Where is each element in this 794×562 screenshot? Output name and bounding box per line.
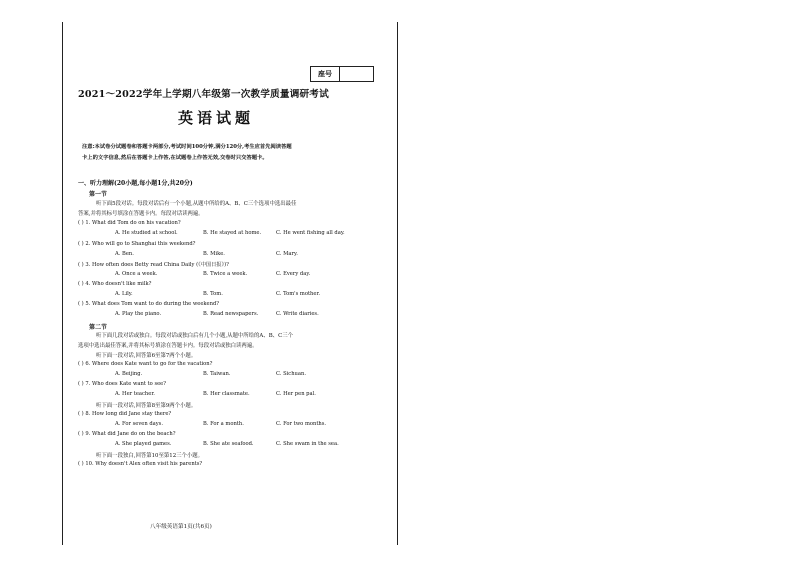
- question-7: ( ) 7. Who does Kate want to see?: [78, 381, 167, 387]
- q2-option-c: C. Mary.: [276, 251, 298, 257]
- question-9: ( ) 9. What did Jane do on the beach?: [78, 431, 176, 437]
- page-footer: 八年级英语第1页(共6页): [150, 524, 212, 530]
- q1-option-b: B. He stayed at home.: [203, 230, 262, 236]
- exam-title: 2021～2022学年上学期八年级第一次教学质量调研考试: [78, 89, 329, 100]
- notice-line-2: 卡上的文字信息,然后在答题卡上作答,在试题卷上作答无效,交卷时只交答题卡。: [82, 155, 268, 161]
- q3-option-a: A. Once a week.: [115, 271, 158, 277]
- q4-option-a: A. Lily.: [115, 291, 133, 297]
- q1-option-c: C. He went fishing all day.: [276, 230, 345, 236]
- q7-option-c: C. Her pen pal.: [276, 391, 316, 397]
- part1-heading: 一、听力理解(20小题,每小题1分,共20分): [78, 180, 193, 187]
- question-1: ( ) 1. What did Tom do on his vacation?: [78, 220, 181, 226]
- seat-number-field: [340, 67, 373, 81]
- q4-option-b: B. Tom.: [203, 291, 223, 297]
- question-6: ( ) 6. Where does Kate want to go for the vacation?: [78, 361, 213, 367]
- seat-number-box: [310, 66, 374, 82]
- section2-intro-1: 听下面几段对话或独白。每段对话或独白后有几个小题,从题中所给的A、B、C三个: [96, 333, 293, 339]
- q8-option-b: B. For a month.: [203, 421, 244, 427]
- q7-option-a: A. Her teacher.: [115, 391, 155, 397]
- q6-option-b: B. Taiwan.: [203, 371, 231, 377]
- question-10: ( ) 10. Why doesn't Alex often visit his parents?: [78, 461, 203, 467]
- question-2: ( ) 2. Who will go to Shanghai this weekend?: [78, 241, 196, 247]
- q2-option-b: B. Mike.: [203, 251, 225, 257]
- q7-option-b: B. Her classmate.: [203, 391, 250, 397]
- subject-title: 英语试题: [178, 109, 255, 127]
- q4-option-c: C. Tom's mother.: [276, 291, 321, 297]
- section1-title: 第一节: [89, 191, 108, 198]
- listen-instruction-b: 听下面一段对话,回答第8至第9两个小题。: [96, 403, 197, 409]
- q3-option-c: C. Every day.: [276, 271, 311, 277]
- q5-option-a: A. Play the piano.: [115, 311, 162, 317]
- section2-title: 第二节: [89, 324, 108, 331]
- section1-intro-2: 答案,并将其标号填涂在答题卡内。每段对话读两遍。: [78, 211, 204, 217]
- q8-option-c: C. For two months.: [276, 421, 327, 427]
- listen-instruction-c: 听下面一段独白,回答第10至第12三个小题。: [96, 453, 204, 459]
- seat-number-label: 座号: [311, 67, 340, 81]
- q3-option-b: B. Twice a week.: [203, 271, 248, 277]
- question-3: ( ) 3. How often does Betty read China Daily (《中国日报》)?: [78, 262, 229, 268]
- q9-option-a: A. She played games.: [115, 441, 172, 447]
- q5-option-c: C. Write diaries.: [276, 311, 319, 317]
- section1-intro-1: 听下面5段对话。每段对话后有一个小题,从题中所给的A、B、C三个选项中选出最佳: [96, 201, 297, 207]
- question-4: ( ) 4. Who doesn't like milk?: [78, 281, 152, 287]
- q5-option-b: B. Read newspapers.: [203, 311, 259, 317]
- question-8: ( ) 8. How long did Jane stay there?: [78, 411, 172, 417]
- q9-option-b: B. She ate seafood.: [203, 441, 254, 447]
- section2-intro-2: 选项中选出最佳答案,并将其标号填涂在答题卡内。每段对话或独白读两遍。: [78, 343, 258, 349]
- listen-instruction-a: 听下面一段对话,回答第6至第7两个小题。: [96, 353, 197, 359]
- q6-option-c: C. Sichuan.: [276, 371, 306, 377]
- q2-option-a: A. Ben.: [115, 251, 134, 257]
- question-5: ( ) 5. What does Tom want to do during the weekend?: [78, 301, 220, 307]
- q1-option-a: A. He studied at school.: [115, 230, 178, 236]
- q6-option-a: A. Beijing.: [115, 371, 143, 377]
- q8-option-a: A. For seven days.: [115, 421, 163, 427]
- q9-option-c: C. She swam in the sea.: [276, 441, 339, 447]
- notice-line-1: 注意:本试卷分试题卷和答题卡两部分,考试时间100分钟,满分120分,考生应首先阅读答题: [82, 144, 292, 150]
